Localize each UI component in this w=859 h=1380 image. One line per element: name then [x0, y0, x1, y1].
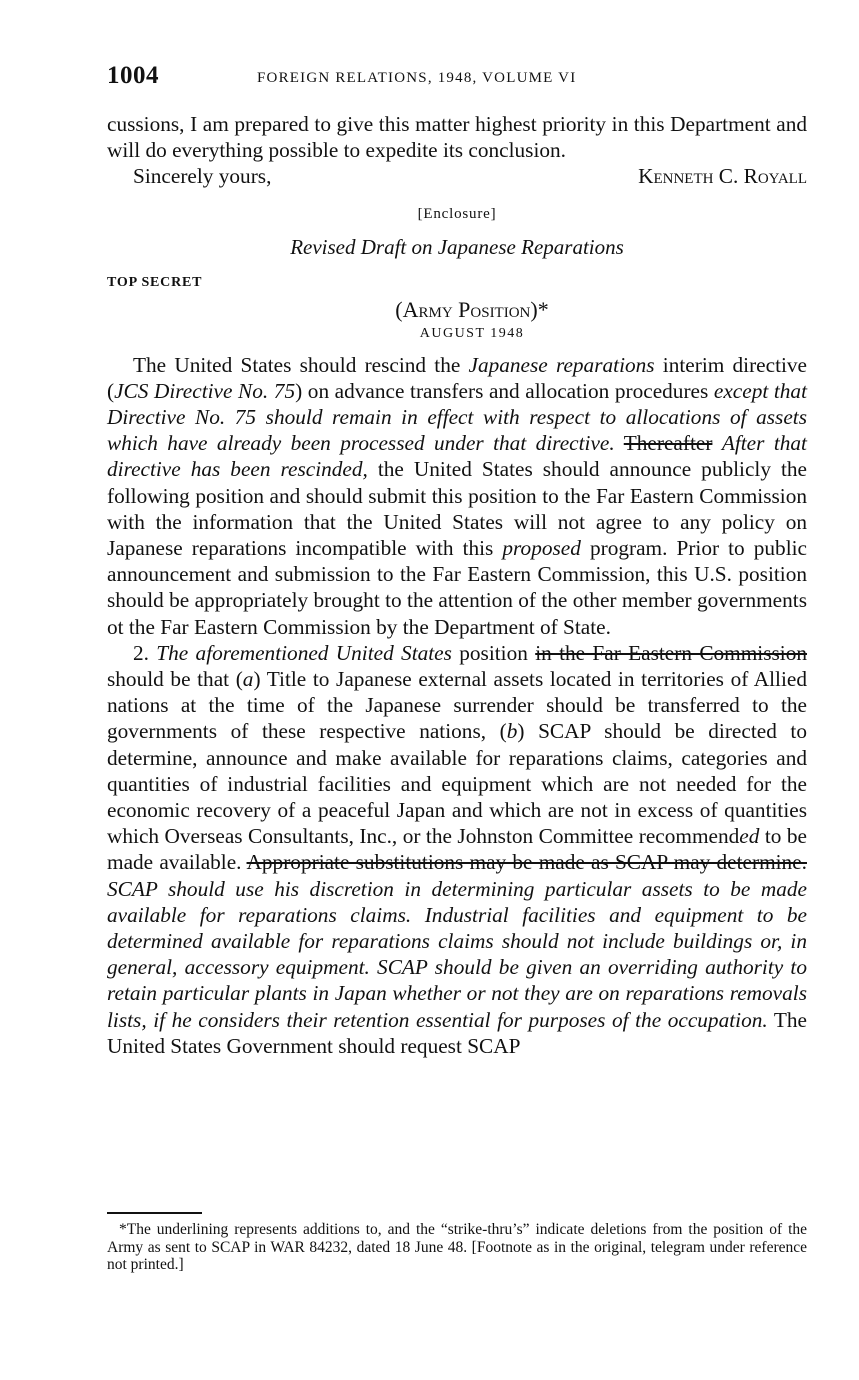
document-date: AUGUST 1948: [419, 325, 525, 341]
struck-text: Thereafter: [623, 431, 713, 456]
page-header: [107, 62, 807, 98]
page-number: 1004: [107, 62, 159, 89]
signatory-name: Kenneth C. Royall: [638, 164, 807, 189]
footnote: [107, 1221, 807, 1274]
classification-marking: TOP SECRET: [107, 274, 203, 290]
position-heading: (Army Position)*: [395, 296, 549, 322]
running-title: FOREIGN RELATIONS, 1948, VOLUME VI: [257, 70, 577, 86]
document-title: Revised Draft on Japanese Reparations: [290, 234, 624, 259]
position-title: Army Position: [402, 296, 531, 322]
struck-text: Appropriate substitutions may be made as SCAP may determine.: [246, 850, 807, 875]
signature-line: [107, 163, 807, 189]
struck-text: in the Far Eastern Commission: [535, 640, 808, 665]
body-text: [107, 111, 807, 1059]
footnote-text: *The underlining represents additions to, and the “strike-thru’s” indicate deletions from the position of the Army as sent to SCAP in WAR 84232, dated 18 June 48. [Footnote as in the original, telegram under reference not printed.]: [107, 1221, 807, 1273]
footnote-divider: [107, 1212, 202, 1214]
enclosure-label: [Enclosure]: [417, 205, 497, 222]
paragraph-2: 2. The aforementioned United States position in the Far Eastern Commission should be that (a) Title to Japanese external assets located in territories of Allied nations at the time of the Japanese surrender should be transferred to the governments of these respective nations, (b) SCAP should be directed to determine, announce and make available for reparations claims, categories and quantities of industrial facilities and equipment which are not needed for the economic recovery of a peaceful Japan and which are not in excess of quantities which Overseas Consultants, Inc., or the Johnston Committee recommended to be made available. Appropriate substitutions may be made as SCAP may determine. SCAP should use his discretion in determining particular assets to be made available for reparations claims. Industrial facilities and equipment to be determined available for reparations claims should not include buildings or, in general, accessory equipment. SCAP should be given an overriding authority to retain particular plants in Japan whether or not they are on reparations removals lists, if he considers their retention essential for purposes of the occupation. The United States Government should request SCAP: [107, 640, 808, 1058]
opening-paragraph: cussions, I am prepared to give this matter highest priority in this Department and will do everything possible to expedite its conclusion.: [107, 112, 807, 163]
closing-salutation: Sincerely yours,: [133, 164, 272, 189]
paragraph-1: The United States should rescind the Japanese reparations interim directive (JCS Directive No. 75) on advance transfers and allocation procedures except that Directive No. 75 should remain in effect with respect to allocations of assets which have already been processed under that directive. Thereafter After that directive has been rescinded, the United States should announce publicly the following position and should submit this position to the Far Eastern Commission with the information that the United States will not agree to any policy on Japanese reparations incompatible with this proposed program. Prior to public announcement and submission to the Far Eastern Commission, this U.S. position should be appropriately brought to the attention of the other member governments ot the Far Eastern Commission by the Department of State.: [107, 352, 808, 639]
